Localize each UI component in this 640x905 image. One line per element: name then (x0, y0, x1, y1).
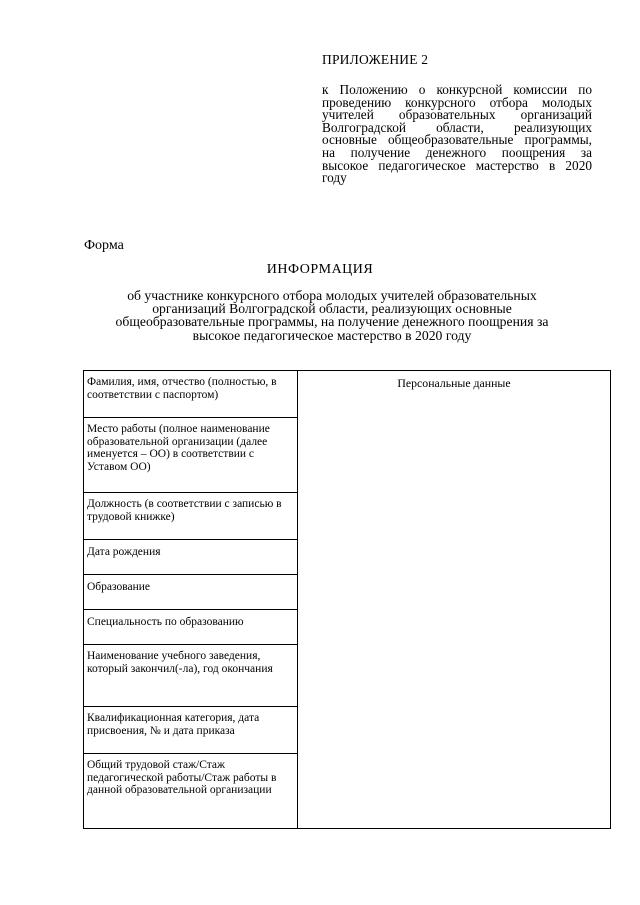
info-table (83, 370, 611, 829)
row-label-experience: Общий трудовой стаж/Стаж педагогической работы/Стаж работы в данной образовательной организации (84, 754, 298, 829)
appendix-text: к Положению о конкурсной комиссии по проведению конкурсного отбора молодых учителей образовательных организаций Волгоградской области, реализующих основные общеобразовательные программы, на получение денежного поощрения за высокое педагогическое мастерство в 2020 году (322, 82, 592, 186)
row-label-education: Образование (84, 575, 298, 610)
appendix-title: ПРИЛОЖЕНИЕ 2 (322, 52, 429, 67)
row-label-qualification: Квалификационная категория, дата присвоения, № и дата приказа (84, 707, 298, 754)
appendix-block (322, 52, 592, 185)
row-label-position: Должность (в соответствии с записью в трудовой книжке) (84, 493, 298, 540)
personal-data-column (298, 371, 611, 829)
personal-data-header: Персональные данные (397, 376, 511, 390)
table-row (84, 371, 611, 418)
document-title: ИНФОРМАЦИЯ (266, 262, 374, 277)
document-subtitle: об участнике конкурсного отбора молодых учителей образовательных организаций Волгоградской области, реализующих основные общеобразовательные программы, на получение денежного поощрения за высокое педагогическое мастерство в 2020 году (115, 288, 549, 343)
row-label-full-name: Фамилия, имя, отчество (полностью, в соответствии с паспортом) (84, 371, 298, 418)
row-label-birth-date: Дата рождения (84, 540, 298, 575)
row-label-specialty: Специальность по образованию (84, 610, 298, 645)
row-label-workplace: Место работы (полное наименование образовательной организации (далее именуется – ОО) в соответствии с Уставом ОО) (84, 418, 298, 493)
row-label-institution: Наименование учебного заведения, который закончил(-ла), год окончания (84, 645, 298, 707)
form-label: Форма (84, 238, 124, 253)
